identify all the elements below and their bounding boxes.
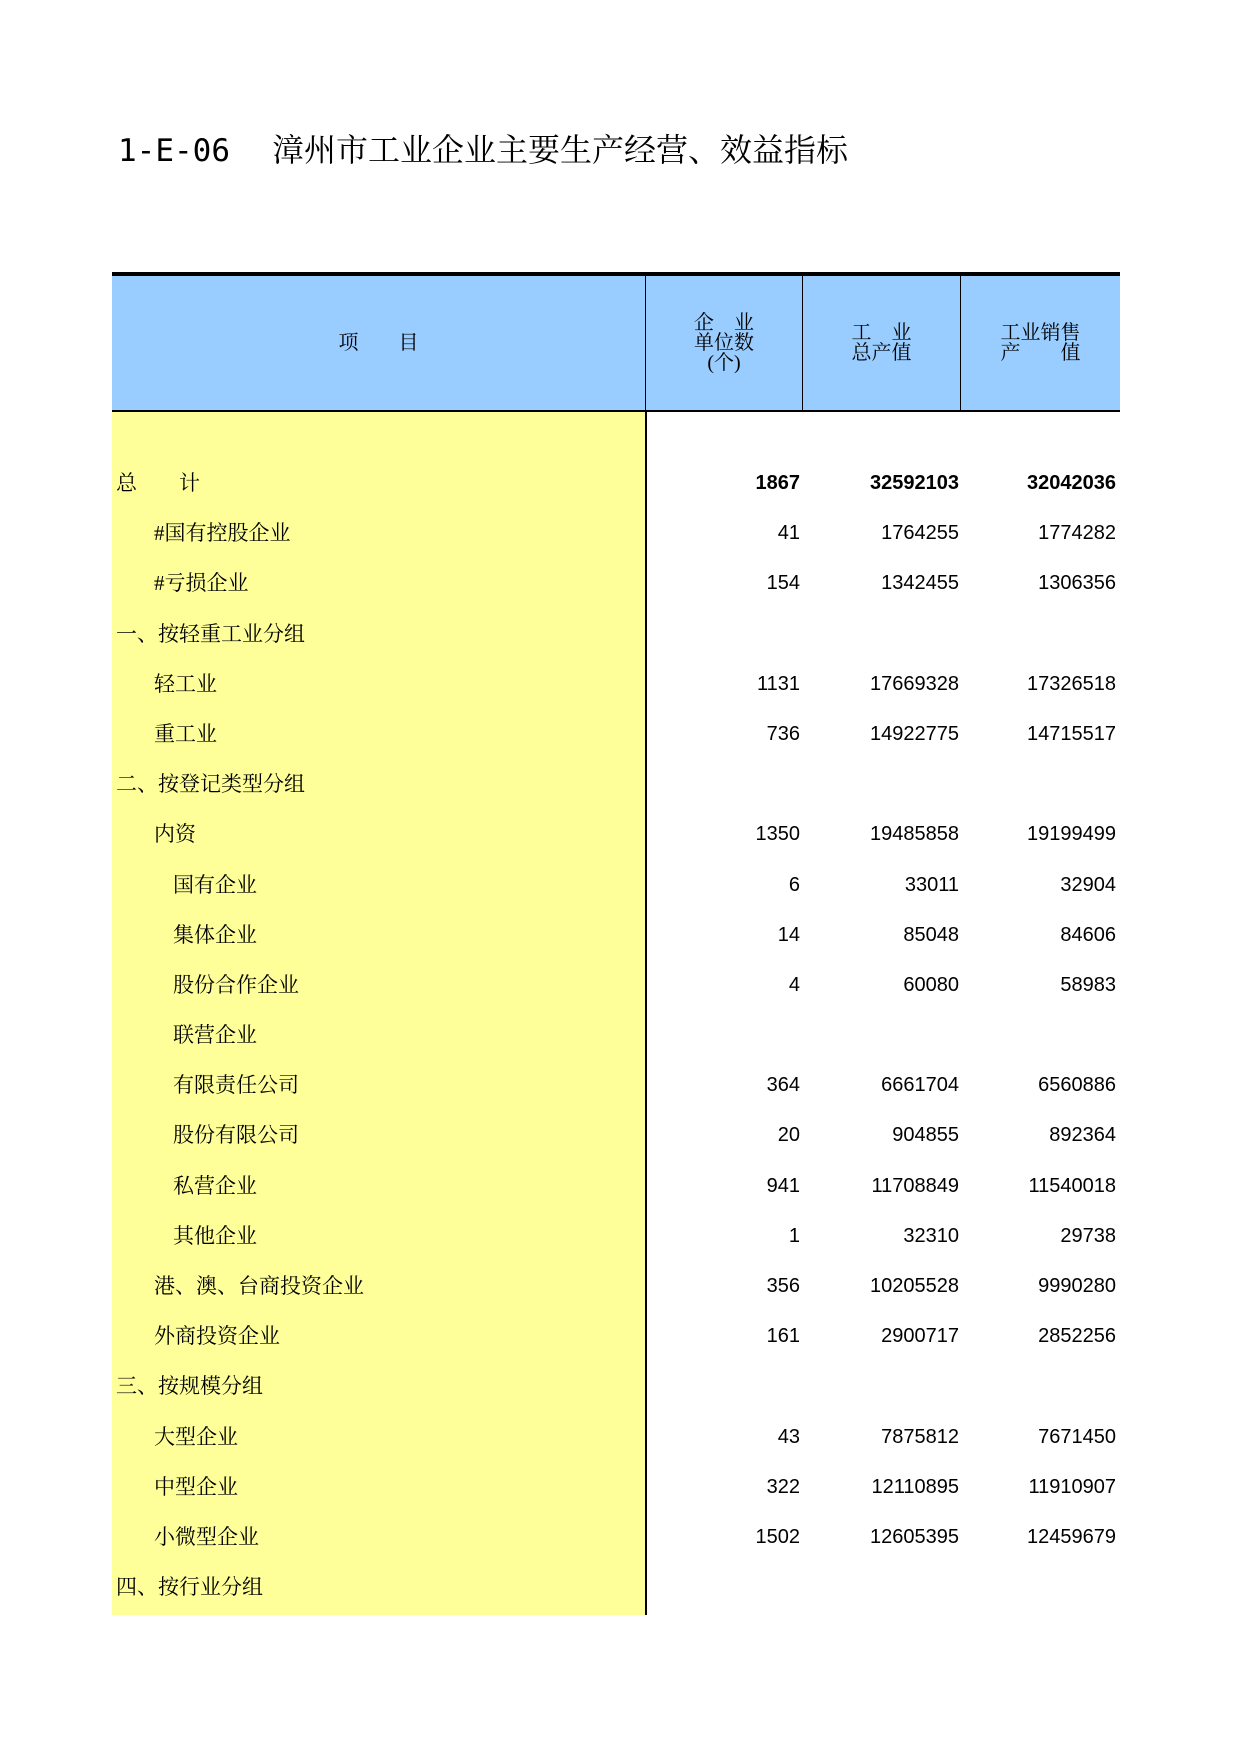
gross-output-cell: 85048 — [903, 923, 959, 946]
table-row — [112, 1110, 1120, 1160]
header-line: 企 业 — [694, 312, 754, 334]
row-label: 集体企业 — [173, 922, 257, 947]
table-row — [112, 558, 1120, 608]
gross-output-cell: 19485858 — [870, 823, 959, 846]
page-title — [118, 128, 848, 172]
row-label: 三、按规模分组 — [116, 1374, 263, 1399]
gross-output-cell: 32310 — [903, 1224, 959, 1247]
table-code: 1-E-06 — [118, 133, 230, 169]
enterprise-count-cell: 20 — [777, 1124, 800, 1147]
enterprise-count-cell: 941 — [766, 1174, 800, 1197]
gross-output-cell: 33011 — [904, 873, 959, 896]
table-row — [112, 458, 1120, 508]
enterprise-count-cell: 364 — [766, 1074, 800, 1097]
enterprise-count-cell: 1 — [788, 1224, 800, 1247]
gross-output-cell: 60080 — [903, 973, 959, 996]
gross-output-cell: 10205528 — [870, 1275, 959, 1297]
enterprise-count-cell — [652, 609, 800, 659]
row-label: 中型企业 — [154, 1474, 238, 1499]
sales-output-cell: 892364 — [1049, 1124, 1116, 1147]
gross-output-cell: 17669328 — [870, 672, 959, 695]
enterprise-count-cell: 1350 — [755, 823, 800, 846]
enterprise-count-cell: 161 — [766, 1325, 800, 1348]
gross-output-cell: 1342455 — [881, 572, 959, 595]
row-label: 私营企业 — [173, 1173, 257, 1198]
gross-output-cell: 1764255 — [881, 522, 959, 545]
table-row — [112, 659, 1120, 709]
row-label: 国有企业 — [173, 872, 257, 897]
gross-output-cell: 14922775 — [870, 722, 959, 745]
row-label: 内资 — [154, 822, 196, 847]
gross-output-cell: 2900717 — [881, 1325, 959, 1348]
enterprise-count-cell: 1131 — [756, 672, 800, 695]
table-body — [112, 458, 1120, 1612]
enterprise-count-cell: 43 — [777, 1425, 800, 1448]
row-label: 重工业 — [154, 721, 217, 746]
table-row — [112, 709, 1120, 759]
row-label: 有限责任公司 — [173, 1073, 299, 1098]
header-enterprise-count — [646, 276, 803, 410]
row-label: 港、澳、台商投资企业 — [154, 1274, 364, 1298]
gross-output-cell — [812, 759, 959, 809]
enterprise-count-cell: 6 — [788, 873, 800, 896]
row-label: #国有控股企业 — [154, 521, 291, 546]
table-row — [112, 1161, 1120, 1211]
sales-output-cell — [970, 609, 1116, 659]
header-line: 总产值 — [851, 342, 912, 364]
header-line: (个) — [707, 352, 741, 374]
table-row — [112, 960, 1120, 1010]
table-row — [112, 1462, 1120, 1512]
row-label: 联营企业 — [173, 1023, 257, 1048]
row-label: 大型企业 — [154, 1424, 238, 1449]
enterprise-count-cell — [652, 1562, 800, 1612]
table-row — [112, 1512, 1120, 1562]
enterprise-count-cell: 41 — [777, 522, 800, 545]
header-gross-output — [803, 276, 961, 410]
enterprise-count-cell — [652, 759, 800, 809]
sales-output-cell: 14715517 — [1027, 722, 1116, 745]
enterprise-count-cell: 154 — [766, 572, 800, 595]
enterprise-count-cell — [652, 1361, 800, 1411]
table-header — [112, 276, 1120, 412]
sales-output-cell: 58983 — [1060, 973, 1116, 996]
gross-output-cell — [812, 1010, 959, 1060]
row-label: 四、按行业分组 — [116, 1575, 263, 1600]
enterprise-count-cell: 14 — [777, 923, 800, 946]
gross-output-cell: 6661704 — [881, 1074, 959, 1097]
table-row — [112, 860, 1120, 910]
sales-output-cell: 11540018 — [1028, 1174, 1116, 1197]
row-label: 总 计 — [116, 471, 200, 495]
sales-output-cell: 19199499 — [1027, 823, 1116, 846]
gross-output-cell — [812, 1361, 959, 1411]
header-item — [112, 276, 646, 410]
table-row — [112, 1562, 1120, 1612]
sales-output-cell: 32904 — [1060, 873, 1116, 896]
row-label: 一、按轻重工业分组 — [116, 621, 305, 646]
table-row — [112, 1060, 1120, 1110]
row-label: 小微型企业 — [154, 1524, 259, 1549]
sales-output-cell: 29738 — [1060, 1224, 1116, 1247]
enterprise-count-cell: 1867 — [755, 472, 800, 494]
table-row — [112, 809, 1120, 859]
row-label: #亏损企业 — [154, 571, 249, 596]
row-label: 外商投资企业 — [154, 1324, 280, 1349]
enterprise-count-cell: 736 — [766, 722, 800, 745]
sales-output-cell: 1774282 — [1038, 522, 1116, 545]
sales-output-cell: 12459679 — [1027, 1525, 1116, 1548]
enterprise-count-cell: 1502 — [755, 1525, 800, 1548]
sales-output-cell: 84606 — [1060, 923, 1116, 946]
row-label: 其他企业 — [173, 1223, 257, 1248]
table-row — [112, 508, 1120, 558]
gross-output-cell: 904855 — [892, 1124, 959, 1147]
sales-output-cell — [970, 1010, 1116, 1060]
table-row — [112, 1211, 1120, 1261]
row-label: 二、按登记类型分组 — [116, 772, 305, 797]
header-sales-output — [961, 276, 1120, 410]
table-row — [112, 1261, 1120, 1311]
header-line: 工 业 — [851, 322, 912, 344]
gross-output-cell: 11708849 — [871, 1174, 959, 1197]
row-label: 股份有限公司 — [173, 1123, 299, 1148]
row-label: 轻工业 — [154, 671, 217, 696]
gross-output-cell — [812, 609, 959, 659]
gross-output-cell: 12110895 — [871, 1475, 959, 1498]
table-title: 漳州市工业企业主要生产经营、效益指标 — [271, 132, 848, 168]
sales-output-cell: 6560886 — [1038, 1074, 1116, 1097]
enterprise-count-cell — [652, 1010, 800, 1060]
sales-output-cell: 7671450 — [1038, 1425, 1116, 1448]
header-line: 工业销售 — [1000, 322, 1081, 344]
sales-output-cell: 11910907 — [1028, 1475, 1116, 1498]
sales-output-cell: 17326518 — [1027, 672, 1116, 695]
gross-output-cell: 12605395 — [870, 1525, 959, 1548]
header-line: 单位数 — [694, 332, 754, 354]
table-row — [112, 1361, 1120, 1411]
table-row — [112, 1412, 1120, 1462]
table-row — [112, 1311, 1120, 1361]
gross-output-cell — [812, 1562, 959, 1612]
sales-output-cell: 9990280 — [1038, 1275, 1116, 1297]
enterprise-count-cell: 322 — [766, 1475, 800, 1498]
enterprise-count-cell: 4 — [788, 973, 800, 996]
gross-output-cell: 7875812 — [881, 1425, 959, 1448]
table-row — [112, 609, 1120, 659]
header-item-line: 项 目 — [338, 332, 419, 354]
sales-output-cell: 2852256 — [1038, 1325, 1116, 1348]
sales-output-cell: 32042036 — [1027, 472, 1116, 494]
header-line: 产 值 — [1000, 342, 1081, 364]
row-label: 股份合作企业 — [173, 972, 299, 997]
table-row — [112, 759, 1120, 809]
sales-output-cell — [970, 759, 1116, 809]
table-row — [112, 1010, 1120, 1060]
sales-output-cell: 1306356 — [1038, 572, 1116, 595]
gross-output-cell: 32592103 — [870, 472, 959, 494]
table-row — [112, 910, 1120, 960]
enterprise-count-cell: 356 — [766, 1275, 800, 1297]
sales-output-cell — [970, 1361, 1116, 1411]
sales-output-cell — [970, 1562, 1116, 1612]
